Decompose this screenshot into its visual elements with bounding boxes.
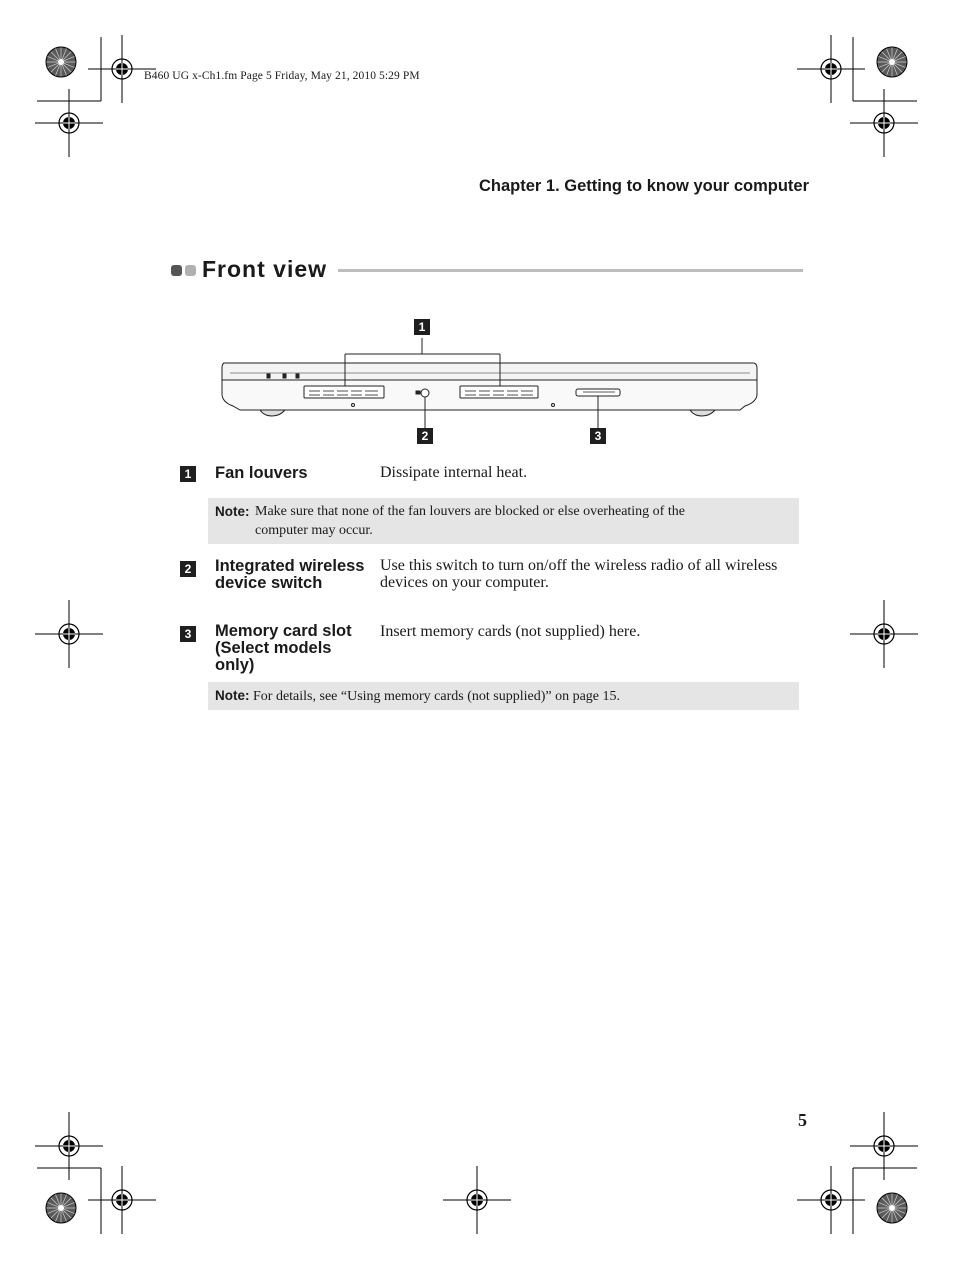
registration-mark [88, 1166, 156, 1234]
note-text: For details, see “Using memory cards (not supplied)” on page 15. [253, 689, 621, 704]
chapter-title: Chapter 1. Getting to know your computer [478, 177, 809, 195]
registration-mark [797, 1166, 865, 1234]
note-label: Note: [215, 688, 250, 703]
registration-mark [850, 1112, 918, 1180]
note-label: Note: [215, 504, 250, 519]
registration-mark [35, 1112, 103, 1180]
title-rule [338, 269, 803, 272]
star-target-mark [46, 1193, 76, 1223]
star-target-mark [877, 1193, 907, 1223]
term-wireless-switch: Integrated wireless device switch [215, 557, 365, 592]
item-number-1: 1 [180, 466, 196, 482]
term-memory-card-slot: Memory card slot (Select models only) [215, 622, 352, 674]
registration-mark [850, 600, 918, 668]
page-number: 5 [798, 1110, 807, 1130]
star-target-mark [877, 47, 907, 77]
description-wireless-switch: Use this switch to turn on/off the wireless radio of all wireless devices on your computer. [380, 557, 778, 591]
note-text: Make sure that none of the fan louvers are blocked or else overheating of the computer may occur. [255, 504, 685, 538]
star-target-mark [46, 47, 76, 77]
figure-callout-3: 3 [590, 428, 606, 444]
registration-mark [443, 1166, 511, 1234]
registration-mark [35, 600, 103, 668]
registration-mark [850, 89, 918, 157]
note-box-fan-louvers [208, 498, 799, 544]
description-memory-card-slot: Insert memory cards (not supplied) here. [380, 623, 641, 640]
note-box-memory-card [208, 682, 799, 710]
section-title: Front view [202, 256, 328, 282]
description-fan-louvers: Dissipate internal heat. [380, 464, 528, 481]
section-bullet-dark [171, 265, 182, 276]
item-number-3: 3 [180, 626, 196, 642]
section-bullet-light [185, 265, 196, 276]
term-fan-louvers: Fan louvers [215, 464, 308, 482]
figure-callout-2: 2 [417, 428, 433, 444]
print-slug: B460 UG x-Ch1.fm Page 5 Friday, May 21, 2010 5:29 PM [144, 70, 420, 82]
registration-mark [797, 35, 865, 103]
item-number-2: 2 [180, 561, 196, 577]
figure-callout-1: 1 [414, 319, 430, 335]
registration-mark [88, 35, 156, 103]
registration-mark [35, 89, 103, 157]
